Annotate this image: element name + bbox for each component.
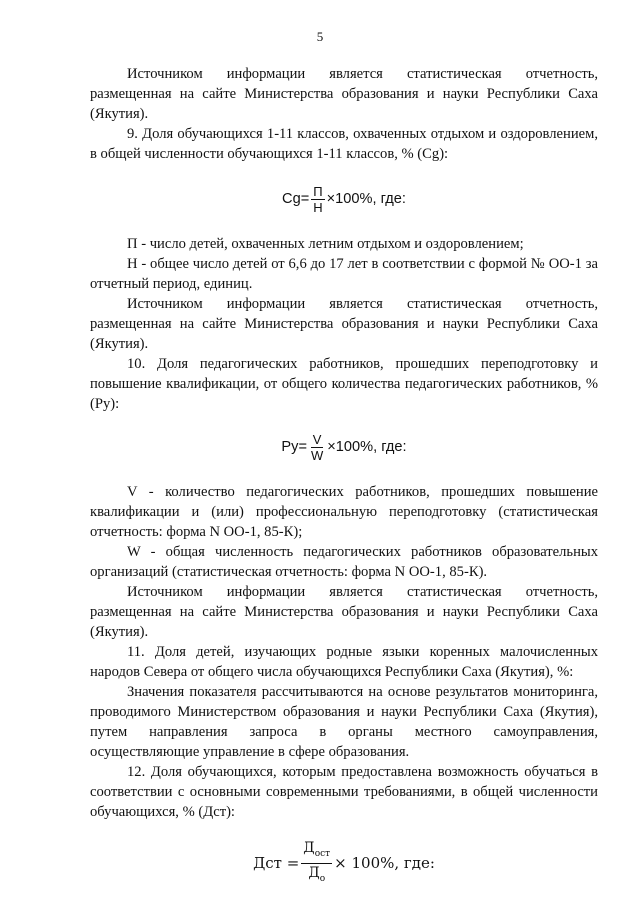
formula-rhs: ×100%, где:	[327, 439, 407, 455]
fraction-denominator: W	[310, 447, 324, 463]
paragraph: V - количество педагогических работников, прошедших повышение квалификации и (или) профессиональную переподготовку (статистическая отчетность: форма N ОО-1, 85-К);	[90, 484, 598, 540]
fraction-numerator: V	[312, 431, 322, 447]
fraction	[301, 839, 332, 888]
paragraph: 11. Доля детей, изучающих родные языки коренных малочисленных народов Севера от общего числа обучающихся Республики Саха (Якутия), %:	[90, 644, 598, 680]
fraction-denominator: Н	[313, 199, 323, 215]
formula-rhs: × 100%, где:	[334, 854, 435, 872]
formula-lhs: Дст =	[253, 854, 300, 872]
denominator-subscript: о	[319, 873, 326, 884]
numerator-subscript: ост	[314, 848, 331, 859]
page-number: 5	[316, 29, 324, 44]
fraction	[311, 184, 324, 215]
fraction	[309, 432, 325, 463]
paragraph: W - общая численность педагогических работников образовательных организаций (статистическая отчетность: форма N ОО-1, 85-К).	[90, 544, 598, 580]
formula-py	[90, 418, 598, 476]
denominator-main: Д	[308, 864, 320, 881]
paragraph: Источником информации является статистическая отчетность, размещенная на сайте Министерства образования и науки Республики Саха (Якутия).	[90, 296, 598, 352]
formula-cg	[90, 170, 598, 228]
numerator-main: Д	[303, 839, 315, 856]
fraction-denominator	[306, 864, 327, 888]
paragraph: Н - общее число детей от 6,6 до 17 лет в соответствии с формой № ОО-1 за отчетный период, единиц.	[90, 256, 598, 292]
paragraph: П - число детей, охваченных летним отдыхом и оздоровлением;	[127, 236, 524, 252]
fraction-numerator	[301, 839, 332, 864]
paragraph: 12. Доля обучающихся, которым предоставлена возможность обучаться в соответствии с основными современными требованиями, в общей численности обучающихся, % (Дст):	[90, 764, 598, 820]
formula-lhs: Ру=	[281, 439, 307, 455]
paragraph: Источником информации является статистическая отчетность, размещенная на сайте Министерства образования и науки Республики Саха (Якутия).	[90, 66, 598, 122]
paragraph: Источником информации является статистическая отчетность, размещенная на сайте Министерства образования и науки Республики Саха (Якутия).	[90, 584, 598, 640]
paragraph: 10. Доля педагогических работников, прошедших переподготовку и повышение квалификации, от общего количества педагогических работников, % (Ру):	[90, 356, 598, 412]
formula-rhs: ×100%, где:	[326, 191, 406, 207]
fraction-numerator: П	[313, 183, 323, 199]
paragraph: 9. Доля обучающихся 1-11 классов, охваченных отдыхом и оздоровлением, в общей численности обучающихся 1-11 классов, % (Cg):	[90, 126, 598, 162]
formula-dst	[90, 834, 598, 892]
formula-lhs: Cg=	[282, 191, 310, 207]
document-body	[90, 64, 598, 892]
paragraph: Значения показателя рассчитываются на основе результатов мониторинга, проводимого Министерством образования и науки Республики Саха (Якутия), путем направления запроса в органы местного самоуправления, осуществляющие управление в сфере образования.	[90, 684, 598, 760]
